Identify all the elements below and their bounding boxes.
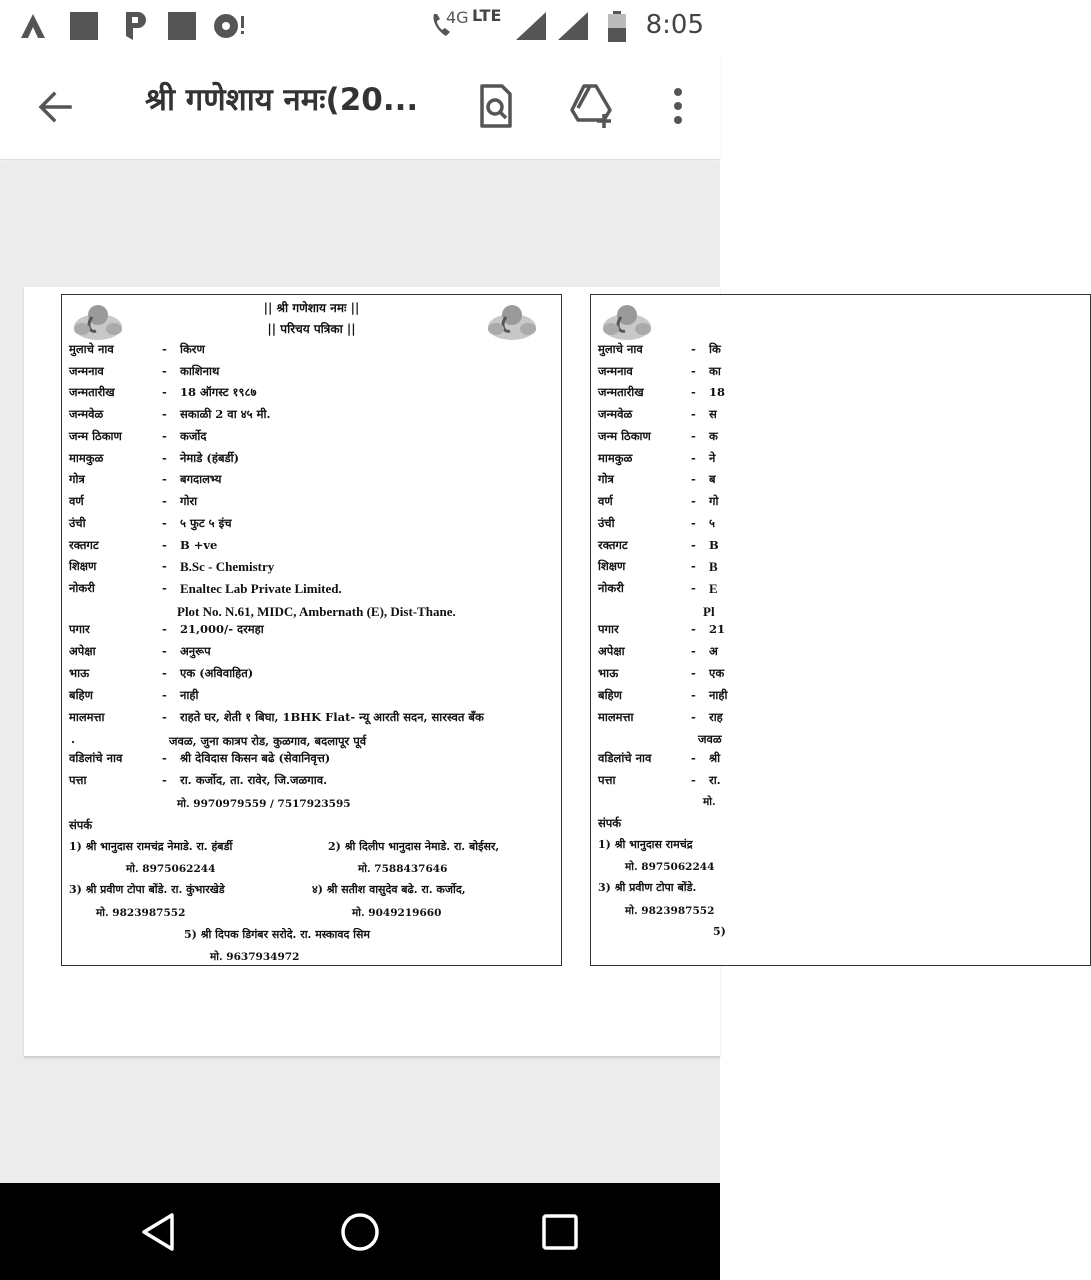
detail-separator: - [162,581,167,595]
detail-separator: - [162,773,167,787]
contact-2-name: 2) श्री दिलीप भानुदास नेमाडे. रा. बोईसर, [328,840,500,853]
detail-clip-value: B [709,559,718,574]
detail-clip-separator: - [691,666,696,680]
detail-separator: - [162,516,167,530]
detail-clip-value: का [709,364,721,378]
detail-clip-separator: - [691,538,696,552]
detail-clip-separator: - [691,407,696,421]
contact-3-name-clip: 3) श्री प्रवीण टोपा बोंडे. [598,881,697,894]
detail-clip-label: जन्मवेळ [598,407,633,421]
detail-separator: - [162,751,167,765]
find-in-page-icon[interactable] [470,80,522,132]
detail-label: भाऊ [69,666,90,680]
detail-clip-separator: - [691,559,696,573]
detail-row [62,751,561,771]
detail-clip-row [591,516,1090,536]
detail-clip-value: रा. [709,773,721,787]
detail-value: किरण [180,342,205,356]
job-address: Plot No. N.61, MIDC, Ambernath (E), Dist-Thane. [177,604,456,619]
detail-clip-value: नाही [709,688,728,702]
detail-separator: - [162,342,167,356]
signal-icon [554,10,590,42]
biodata-card-copy [590,294,1091,966]
detail-clip-row [591,581,1090,601]
detail-value: रा. कर्जोद, ता. रावेर, जि.जळगाव. [180,773,328,787]
arrow-left-icon[interactable] [30,82,80,132]
detail-clip-separator: - [691,581,696,595]
detail-value: बगदालभ्य [180,472,222,486]
detail-clip-value: गो [709,494,719,508]
detail-row [62,644,561,664]
property-continued-clip: जवळ [698,732,722,746]
alert-disc-icon [212,10,246,42]
detail-label: मुलाचे नाव [69,342,114,356]
detail-row [62,538,561,558]
contact-1-name: 1) श्री भानुदास रामचंद्र नेमाडे. रा. हंबर्डी [69,840,233,853]
detail-clip-separator: - [691,342,696,356]
detail-clip-row [591,494,1090,514]
detail-label: जन्मनाव [69,364,104,378]
app-p-icon [120,10,150,42]
detail-clip-row [591,342,1090,362]
detail-row [62,429,561,449]
detail-label: जन्मतारीख [69,385,115,399]
detail-label: वर्ण [69,494,84,508]
app-square-icon [166,10,198,42]
ganesha-image [597,301,657,343]
detail-label: पत्ता [69,773,87,787]
detail-clip-separator: - [691,688,696,702]
detail-row [62,516,561,536]
header-invocation: || श्री गणेशाय नमः || [263,301,360,315]
detail-value: श्री देविदास किसन बढे (सेवानिवृत्त) [180,751,331,765]
detail-clip-separator: - [691,472,696,486]
detail-separator: - [162,364,167,378]
contact-5-name: 5) श्री दिपक डिगंबर सरोदे. रा. मस्कावद सिम [184,928,371,941]
detail-label: गोत्र [69,472,85,486]
detail-clip-row [591,538,1090,558]
back-triangle-icon[interactable] [136,1209,182,1255]
header-title: || परिचय पत्रिका || [267,322,356,336]
detail-clip-separator: - [691,429,696,443]
detail-clip-label: जन्मनाव [598,364,633,378]
detail-clip-row [591,364,1090,384]
detail-row [62,773,561,793]
detail-label: उंची [69,516,86,530]
contact-heading-clip: संपर्क [598,816,622,830]
detail-clip-value: ब [709,472,716,486]
detail-clip-row [591,472,1090,492]
document-viewer[interactable] [0,161,728,1183]
detail-clip-label: वडिलांचे नाव [598,751,652,765]
detail-clip-row [591,429,1090,449]
detail-clip-value: B [709,538,719,552]
detail-separator: - [162,710,167,724]
detail-label: अपेक्षा [69,644,96,658]
detail-value: 21,000/- दरमहा [180,622,264,636]
detail-separator: - [162,538,167,552]
detail-value: Enaltec Lab Private Limited. [180,581,342,596]
add-to-drive-icon[interactable] [566,80,618,132]
detail-clip-value: कि [709,342,721,356]
detail-clip-label: मामकुळ [598,451,633,465]
detail-separator: - [162,451,167,465]
document-title: श्री गणेशाय नमः(20... [145,82,419,118]
address-phone: मो. 9970979559 / 7517923595 [177,798,351,810]
detail-row [62,688,561,708]
detail-clip-row [591,666,1090,686]
detail-value: नाही [180,688,199,702]
detail-label: मामकुळ [69,451,104,465]
detail-separator: - [162,644,167,658]
detail-label: नोकरी [69,581,95,595]
detail-clip-label: मुलाचे नाव [598,342,643,356]
detail-clip-label: मालमत्ता [598,710,634,724]
navigation-bar [0,1183,720,1280]
detail-separator: - [162,494,167,508]
battery-icon [606,10,628,44]
contact-4-name: ४) श्री सतीश वासुदेव बढे. रा. कर्जोद, [312,883,466,896]
detail-clip-row [591,644,1090,664]
detail-clip-label: जन्मतारीख [598,385,644,399]
detail-clip-label: नोकरी [598,581,624,595]
detail-clip-separator: - [691,751,696,765]
detail-clip-separator: - [691,773,696,787]
detail-clip-label: अपेक्षा [598,644,625,658]
detail-row [62,451,561,471]
contact-1-name-clip: 1) श्री भानुदास रामचंद्र [598,838,693,851]
network-4g-label: 4G [446,8,469,27]
detail-row [62,710,561,730]
detail-clip-row [591,622,1090,642]
detail-label: पगार [69,622,90,636]
detail-value: कर्जोद [180,429,207,443]
contact-heading: संपर्क [69,818,93,832]
detail-row [62,472,561,492]
recents-square-icon[interactable] [537,1209,583,1255]
detail-row [62,407,561,427]
status-time: 8:05 [645,10,704,40]
detail-value: सकाळी 2 वा ४५ मी. [180,407,271,421]
detail-clip-label: भाऊ [598,666,619,680]
detail-row [62,342,561,362]
detail-value: नेमाडे (हंबर्डी) [180,451,240,465]
detail-clip-value: ने [709,451,716,465]
detail-separator: - [162,622,167,636]
detail-clip-value: E [709,581,718,596]
detail-clip-label: रक्तगट [598,538,628,552]
detail-clip-separator: - [691,710,696,724]
detail-value: राहते घर, शेती १ बिघा, 1BHK Flat- न्यू आरती सदन, सारस्वत बँक [180,710,484,724]
job-address-clip: Pl [703,604,715,619]
detail-separator: - [162,688,167,702]
detail-clip-row [591,751,1090,771]
detail-separator: - [162,666,167,680]
detail-value: गोरा [180,494,198,508]
detail-separator: - [162,559,167,573]
detail-clip-value: स [709,407,717,421]
detail-clip-value: 21 [709,622,726,636]
detail-separator: - [162,472,167,486]
detail-row [62,364,561,384]
app-bar [0,52,720,160]
detail-row [62,559,561,579]
contact-3-mobile-clip: मो. 9823987552 [625,905,715,917]
contact-3-mobile: मो. 9823987552 [96,907,186,919]
detail-clip-separator: - [691,644,696,658]
detail-label: जन्मवेळ [69,407,104,421]
detail-clip-row [591,407,1090,427]
detail-separator: - [162,385,167,399]
detail-clip-separator: - [691,516,696,530]
detail-label: वडिलांचे नाव [69,751,123,765]
contact-5-mobile: मो. 9637934972 [210,951,300,963]
detail-clip-value: 18 [709,385,726,399]
detail-label: मालमत्ता [69,710,105,724]
detail-label: शिक्षण [69,559,97,573]
detail-value: ५ फुट ५ इंच [180,516,232,530]
detail-label: जन्म ठिकाण [69,429,122,443]
detail-row [62,385,561,405]
detail-clip-row [591,710,1090,730]
detail-clip-label: वर्ण [598,494,613,508]
detail-value: काशिनाथ [180,364,220,378]
detail-value: 18 ऑगस्ट १९८७ [180,385,257,399]
contact-5-name-clip: 5) [713,925,726,938]
detail-clip-row [591,559,1090,579]
more-vert-icon[interactable] [652,80,704,132]
app-square-icon [68,10,100,42]
document-page [24,287,728,1057]
network-lte-label: LTE [472,6,502,25]
detail-clip-value: क [709,429,718,443]
detail-clip-separator: - [691,364,696,378]
detail-row [62,666,561,686]
detail-clip-separator: - [691,451,696,465]
address-phone-clip: मो. [703,796,716,808]
detail-separator: - [162,407,167,421]
biodata-card [61,294,562,966]
detail-value: एक (अविवाहित) [180,666,254,680]
property-dot: . [71,732,76,746]
detail-clip-label: बहिण [598,688,622,702]
contact-4-mobile: मो. 9049219660 [352,907,442,919]
detail-row [62,622,561,642]
status-bar [0,0,720,52]
contact-1-mobile: मो. 8975062244 [126,863,216,875]
app-a-icon [18,10,52,40]
contact-3-name: 3) श्री प्रवीण टोपा बोंडे. रा. कुंभारखेडे [69,883,225,896]
detail-clip-row [591,773,1090,793]
home-circle-icon[interactable] [337,1209,383,1255]
detail-clip-separator: - [691,622,696,636]
detail-clip-label: उंची [598,516,615,530]
detail-clip-separator: - [691,494,696,508]
detail-clip-value: एक [709,666,725,680]
property-continued: जवळ, जुना कात्रप रोड, कुळगाव, बदलापूर पूर्व [169,734,367,748]
detail-label: बहिण [69,688,93,702]
detail-clip-value: श्री [709,751,721,765]
detail-row [62,494,561,514]
detail-separator: - [162,429,167,443]
detail-value: अनुरूप [180,644,211,658]
detail-clip-label: जन्म ठिकाण [598,429,651,443]
detail-row [62,581,561,601]
detail-clip-label: पगार [598,622,619,636]
contact-2-mobile: मो. 7588437646 [358,863,448,875]
detail-clip-value: राह [709,710,723,724]
detail-clip-label: शिक्षण [598,559,626,573]
detail-clip-label: पत्ता [598,773,616,787]
detail-clip-row [591,385,1090,405]
detail-value: B.Sc - Chemistry [180,559,275,574]
detail-value: B +ve [180,538,218,552]
contact-1-mobile-clip: मो. 8975062244 [625,861,715,873]
detail-clip-row [591,688,1090,708]
detail-label: रक्तगट [69,538,99,552]
detail-clip-value: ५ [709,516,715,530]
detail-clip-label: गोत्र [598,472,614,486]
detail-clip-value: अ [709,644,718,658]
signal-icon [512,10,548,42]
detail-clip-row [591,451,1090,471]
detail-clip-separator: - [691,385,696,399]
